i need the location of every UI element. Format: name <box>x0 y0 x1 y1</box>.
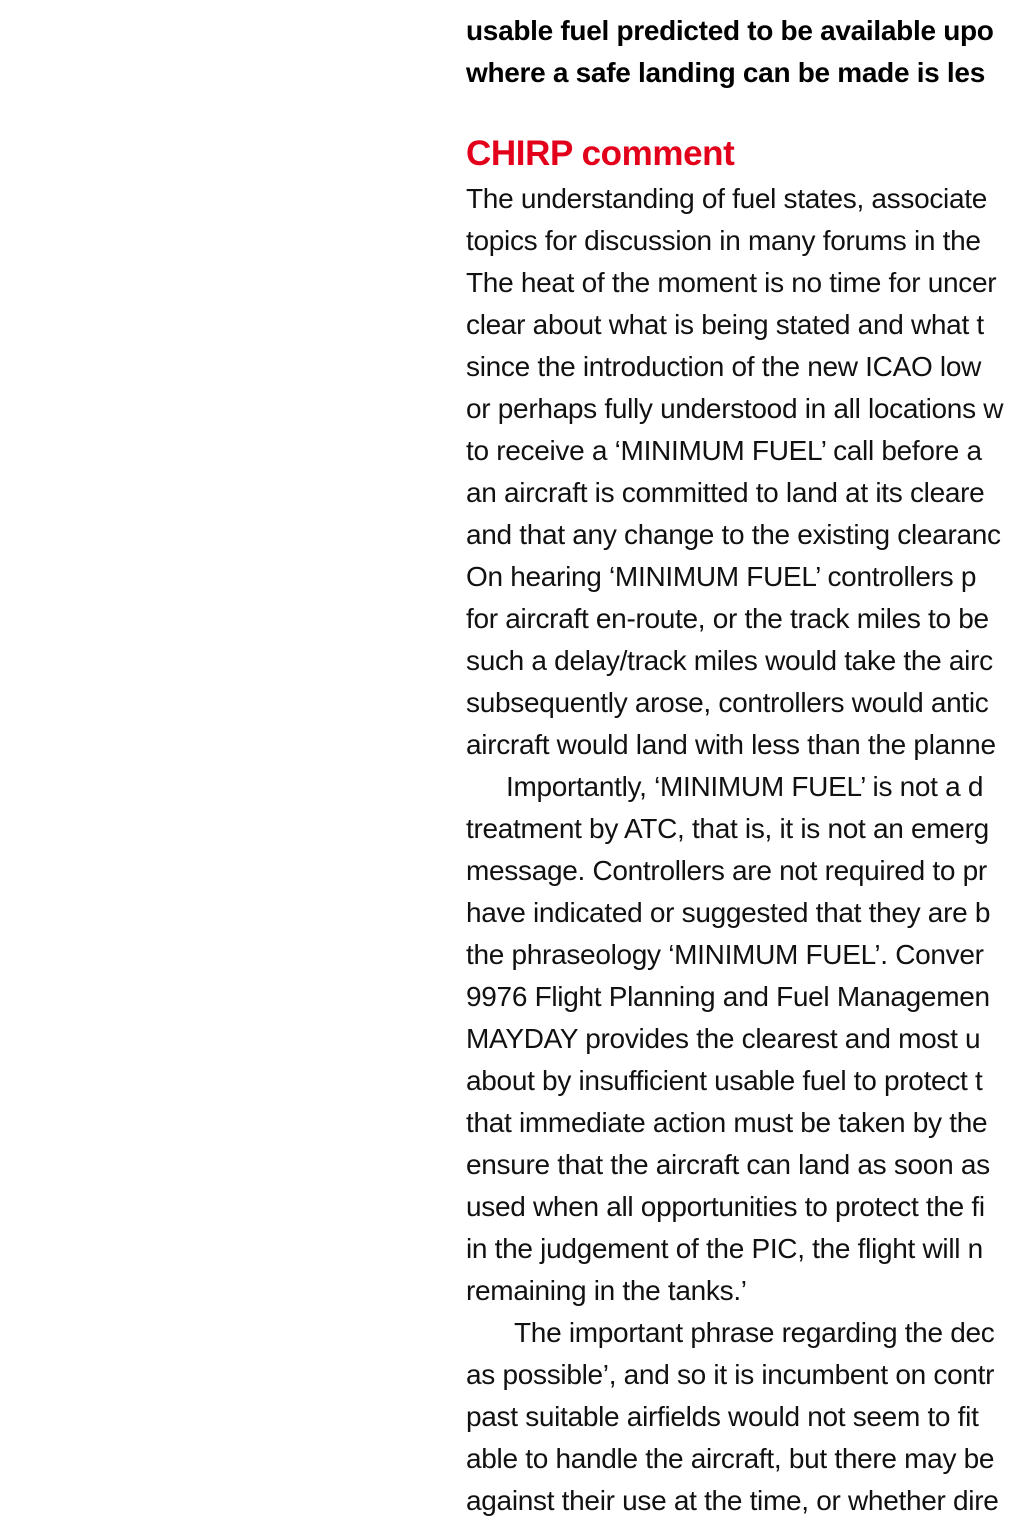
body-line: clear about what is being stated and what t <box>466 309 984 340</box>
body-line: The heat of the moment is no time for uncer <box>466 267 997 298</box>
body-line: that immediate action must be taken by the <box>466 1107 988 1138</box>
body-line: have indicated or suggested that they are b <box>466 897 991 928</box>
body-line: ensure that the aircraft can land as soon as <box>466 1149 990 1180</box>
body-line: MAYDAY provides the clearest and most u <box>466 1023 981 1054</box>
body-line: The understanding of fuel states, associate <box>466 183 987 214</box>
body-line: subsequently arose, controllers would antic <box>466 687 989 718</box>
body-line: able to handle the aircraft, but there may be <box>466 1443 995 1474</box>
body-line: as possible’, and so it is incumbent on contr <box>466 1359 995 1390</box>
body-line: On hearing ‘MINIMUM FUEL’ controllers p <box>466 561 977 592</box>
body-line: or perhaps fully understood in all locations w <box>466 393 1004 424</box>
intro-line: where a safe landing can be made is les <box>466 57 985 88</box>
body-line: used when all opportunities to protect the fi <box>466 1191 985 1222</box>
body-line: topics for discussion in many forums in the <box>466 225 981 256</box>
body-line: past suitable airfields would not seem to fit <box>466 1401 979 1432</box>
section-heading: CHIRP comment <box>466 134 735 173</box>
body-line: the phraseology ‘MINIMUM FUEL’. Conver <box>466 939 984 970</box>
body-line: in the judgement of the PIC, the flight will n <box>466 1233 983 1264</box>
body-line: Importantly, ‘MINIMUM FUEL’ is not a d <box>506 771 984 802</box>
body-line: message. Controllers are not required to pr <box>466 855 987 886</box>
body-line: and that any change to the existing clearanc <box>466 519 1001 550</box>
body-line: since the introduction of the new ICAO low <box>466 351 982 382</box>
body-line: for aircraft en-route, or the track miles to be <box>466 603 989 634</box>
body-line: The important phrase regarding the dec <box>514 1317 995 1348</box>
body-line: aircraft would land with less than the planne <box>466 729 996 760</box>
body-line: to receive a ‘MINIMUM FUEL’ call before a <box>466 435 982 466</box>
body-line: against their use at the time, or whether dire <box>466 1485 999 1516</box>
body-line: about by insufficient usable fuel to protect t <box>466 1065 983 1096</box>
body-line: remaining in the tanks.’ <box>466 1275 747 1306</box>
body-line: an aircraft is committed to land at its cleare <box>466 477 985 508</box>
body-line: such a delay/track miles would take the airc <box>466 645 993 676</box>
body-line: 9976 Flight Planning and Fuel Managemen <box>466 981 990 1012</box>
intro-line: usable fuel predicted to be available upo <box>466 15 994 46</box>
body-line: treatment by ATC, that is, it is not an emerg <box>466 813 989 844</box>
